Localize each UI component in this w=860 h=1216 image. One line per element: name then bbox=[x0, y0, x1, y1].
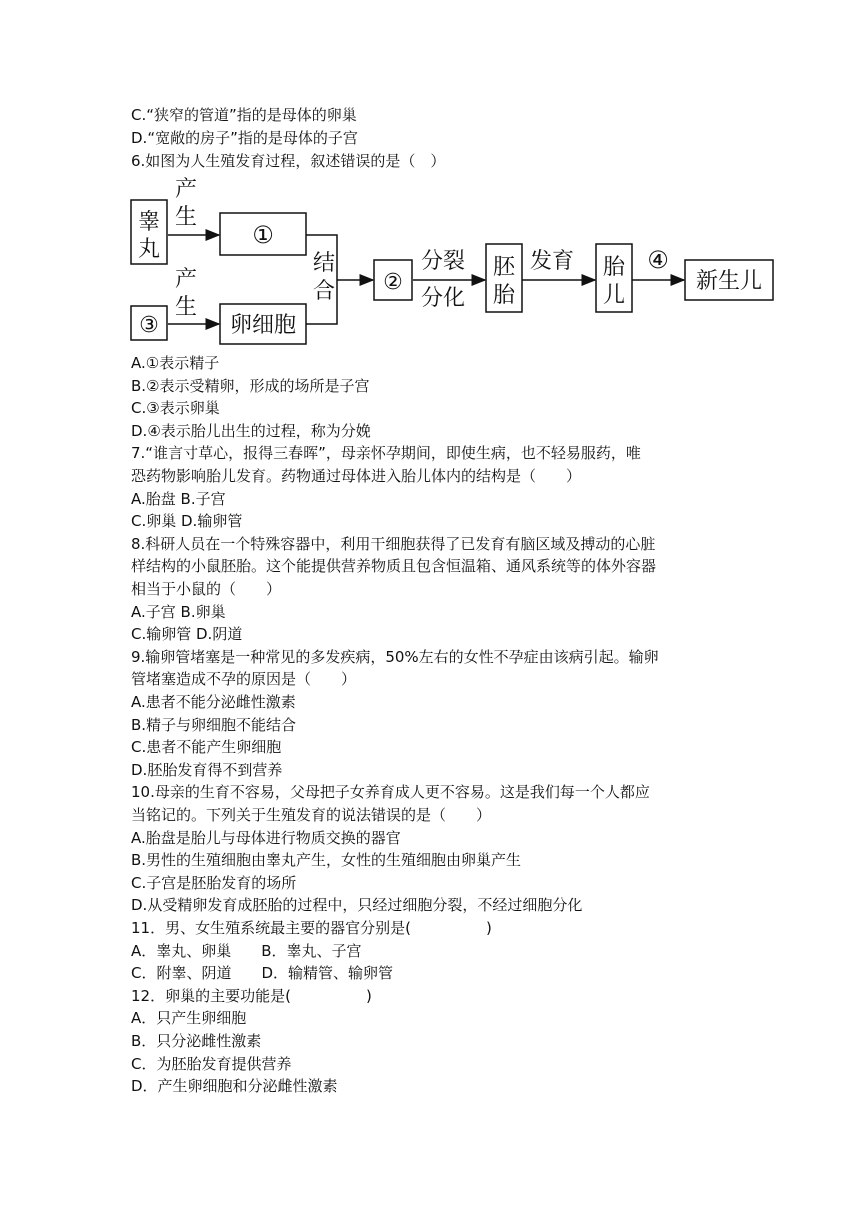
question-6-stem: 6.如图为人生殖发育过程，叙述错误的是（ ） bbox=[131, 152, 446, 170]
text-line: 11．男、女生殖系统最主要的器官分别是( ) bbox=[131, 919, 492, 937]
text-line: A.胎盘是胎儿与母体进行物质交换的器官 bbox=[131, 828, 401, 847]
produce-bottom-1: 产 bbox=[175, 267, 198, 292]
text-line: 相当于小鼠的（ ） bbox=[131, 580, 282, 598]
produce-top-1: 产 bbox=[175, 177, 198, 202]
text-line: C．附睾、阴道 D．输精管、输卵管 bbox=[131, 964, 394, 983]
text-line: C.子宫是胚胎发育的场所 bbox=[131, 873, 297, 892]
text-line: B.②表示受精卵，形成的场所是子宫 bbox=[131, 376, 370, 395]
divide-label: 分裂 bbox=[421, 249, 466, 274]
text-line: B.男性的生殖细胞由睾丸产生，女性的生殖细胞由卵巢产生 bbox=[131, 851, 522, 870]
circle-1-label: ① bbox=[252, 221, 274, 249]
text-line: A.患者不能分泌雌性激素 bbox=[131, 693, 296, 711]
text-line: D.④表示胎儿出生的过程，称为分娩 bbox=[131, 421, 371, 440]
text-line: 管堵塞造成不孕的原因是（ ） bbox=[131, 670, 357, 689]
text-line: D.从受精卵发育成胚胎的过程中，只经过细胞分裂，不经过细胞分化 bbox=[131, 896, 583, 915]
circle-3-label: ③ bbox=[139, 313, 159, 338]
text-line: 恐药物影响胎儿发育。药物通过母体进入胎儿体内的结构是（ ） bbox=[131, 467, 582, 485]
egg-cell-label: 卵细胞 bbox=[229, 313, 297, 338]
circle-2-label: ② bbox=[383, 270, 403, 295]
develop-label: 发育 bbox=[530, 249, 575, 274]
produce-bottom-2: 生 bbox=[175, 295, 198, 320]
differentiate-label: 分化 bbox=[421, 286, 466, 311]
text-line: 10.母亲的生育不容易，父母把子女养育成人更不容易。这是我们每一个人都应 bbox=[131, 783, 650, 802]
reproduction-flow-diagram bbox=[128, 174, 778, 356]
text-line: C.③表示卵巢 bbox=[131, 399, 220, 418]
text-line: A.子宫 B.卵巢 bbox=[131, 602, 226, 621]
circle-4-label: ④ bbox=[647, 246, 669, 274]
text-line: C.输卵管 D.阴道 bbox=[131, 625, 243, 644]
combine-label-1: 结 bbox=[312, 251, 336, 276]
text-line: A.胎盘 B.子宫 bbox=[131, 489, 226, 508]
newborn-label: 新生儿 bbox=[695, 269, 763, 294]
text-line: B．只分泌雌性激素 bbox=[131, 1032, 262, 1050]
text-line: 8.科研人员在一个特殊容器中，利用干细胞获得了已发育有脑区域及搏动的心脏 bbox=[131, 534, 656, 553]
embryo-label-1: 胚 bbox=[492, 255, 516, 280]
text-line: A.①表示精子 bbox=[131, 354, 220, 372]
testis-label-1: 睾 bbox=[137, 210, 161, 235]
text-line: 当铭记的。下列关于生殖发育的说法错误的是（ ） bbox=[131, 806, 492, 824]
text-line: B.精子与卵细胞不能结合 bbox=[131, 715, 297, 734]
option-5d: D.“宽敞的房子”指的是母体的子宫 bbox=[131, 129, 358, 147]
text-line: D.胚胎发育得不到营养 bbox=[131, 760, 283, 779]
text-line: A．睾丸、卵巢 B．睾丸、子宫 bbox=[131, 941, 362, 960]
text-line: C.卵巢 D.输卵管 bbox=[131, 512, 243, 531]
combine-label-2: 合 bbox=[312, 279, 336, 304]
text-line: C．为胚胎发育提供营养 bbox=[131, 1054, 292, 1073]
text-line: 7.“谁言寸草心，报得三春晖”，母亲怀孕期间，即使生病，也不轻易服药，唯 bbox=[131, 444, 641, 463]
produce-top-2: 生 bbox=[175, 205, 198, 230]
fetus-label-1: 胎 bbox=[602, 255, 626, 280]
option-5c: C.“狭窄的管道”指的是母体的卵巢 bbox=[131, 106, 357, 124]
text-line: A．只产生卵细胞 bbox=[131, 1009, 247, 1028]
embryo-label-2: 胎 bbox=[492, 283, 516, 308]
text-line: C.患者不能产生卵细胞 bbox=[131, 738, 282, 757]
fetus-label-2: 儿 bbox=[602, 283, 626, 308]
text-line: 12．卵巢的主要功能是( ) bbox=[131, 986, 372, 1005]
text-line: 9.输卵管堵塞是一种常见的多发疾病，50%左右的女性不孕症由该病引起。输卵 bbox=[131, 647, 659, 666]
text-line: D．产生卵细胞和分泌雌性激素 bbox=[131, 1077, 338, 1096]
testis-label-2: 丸 bbox=[137, 237, 161, 262]
text-line: 样结构的小鼠胚胎。这个能提供营养物质且包含恒温箱、通风系统等的体外容器 bbox=[131, 557, 657, 576]
